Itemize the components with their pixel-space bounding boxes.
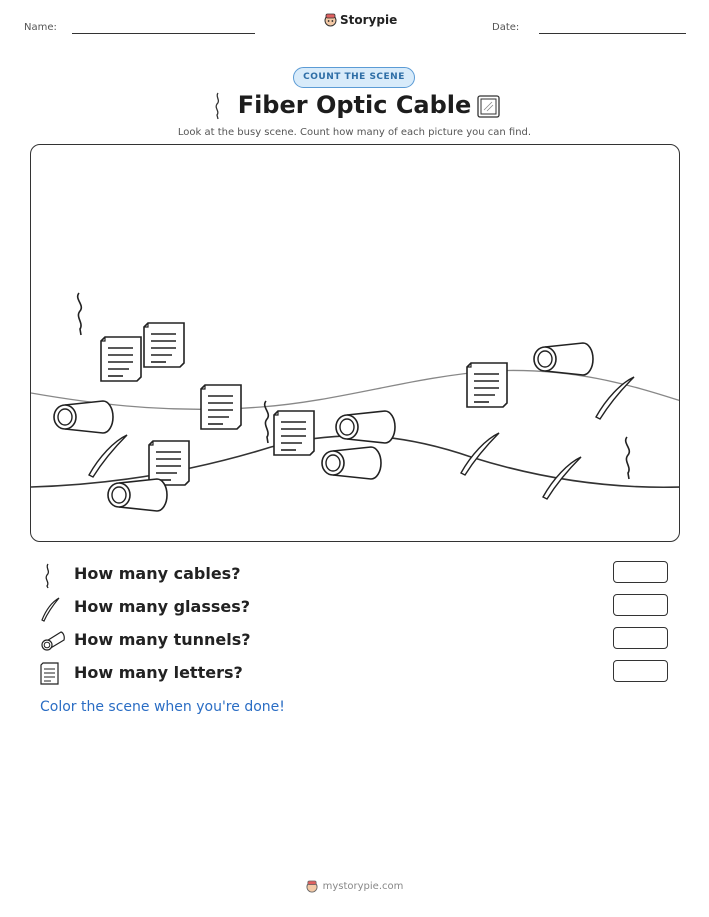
busy-scene xyxy=(30,144,680,542)
question-glasses xyxy=(36,594,676,620)
footer-url[interactable]: mystorypie.com xyxy=(322,881,404,892)
letter-icon xyxy=(40,662,60,686)
question-letters xyxy=(36,660,676,686)
answer-box-glasses[interactable] xyxy=(613,594,668,616)
storypie-mascot-icon xyxy=(324,13,337,27)
question-text: How many glasses? xyxy=(74,597,251,616)
brand-name: Storypie xyxy=(340,13,398,27)
question-cables xyxy=(36,561,676,587)
date-field-line[interactable] xyxy=(539,33,686,34)
glass-pane-icon xyxy=(477,95,500,118)
glass-icon xyxy=(40,596,60,622)
footer xyxy=(0,880,709,893)
answer-box-tunnels[interactable] xyxy=(613,627,668,649)
storypie-mascot-icon xyxy=(306,880,318,893)
name-label: Name: xyxy=(24,22,57,33)
answer-box-cables[interactable] xyxy=(613,561,668,583)
scene-illustration xyxy=(31,145,680,542)
question-text: How many letters? xyxy=(74,663,243,682)
name-field-line[interactable] xyxy=(72,33,255,34)
tunnel-icon xyxy=(40,629,66,651)
date-label: Date: xyxy=(492,22,520,33)
color-prompt: Color the scene when you're done! xyxy=(40,699,285,715)
storypie-logo xyxy=(324,13,397,27)
question-tunnels xyxy=(36,627,676,653)
page-title: Fiber Optic Cable xyxy=(237,91,472,119)
cable-icon xyxy=(40,563,56,589)
question-text: How many tunnels? xyxy=(74,630,251,649)
activity-badge: COUNT THE SCENE xyxy=(293,67,415,88)
instructions: Look at the busy scene. Count how many of each picture you can find. xyxy=(177,127,532,138)
answer-box-letters[interactable] xyxy=(613,660,668,682)
question-text: How many cables? xyxy=(74,564,241,583)
